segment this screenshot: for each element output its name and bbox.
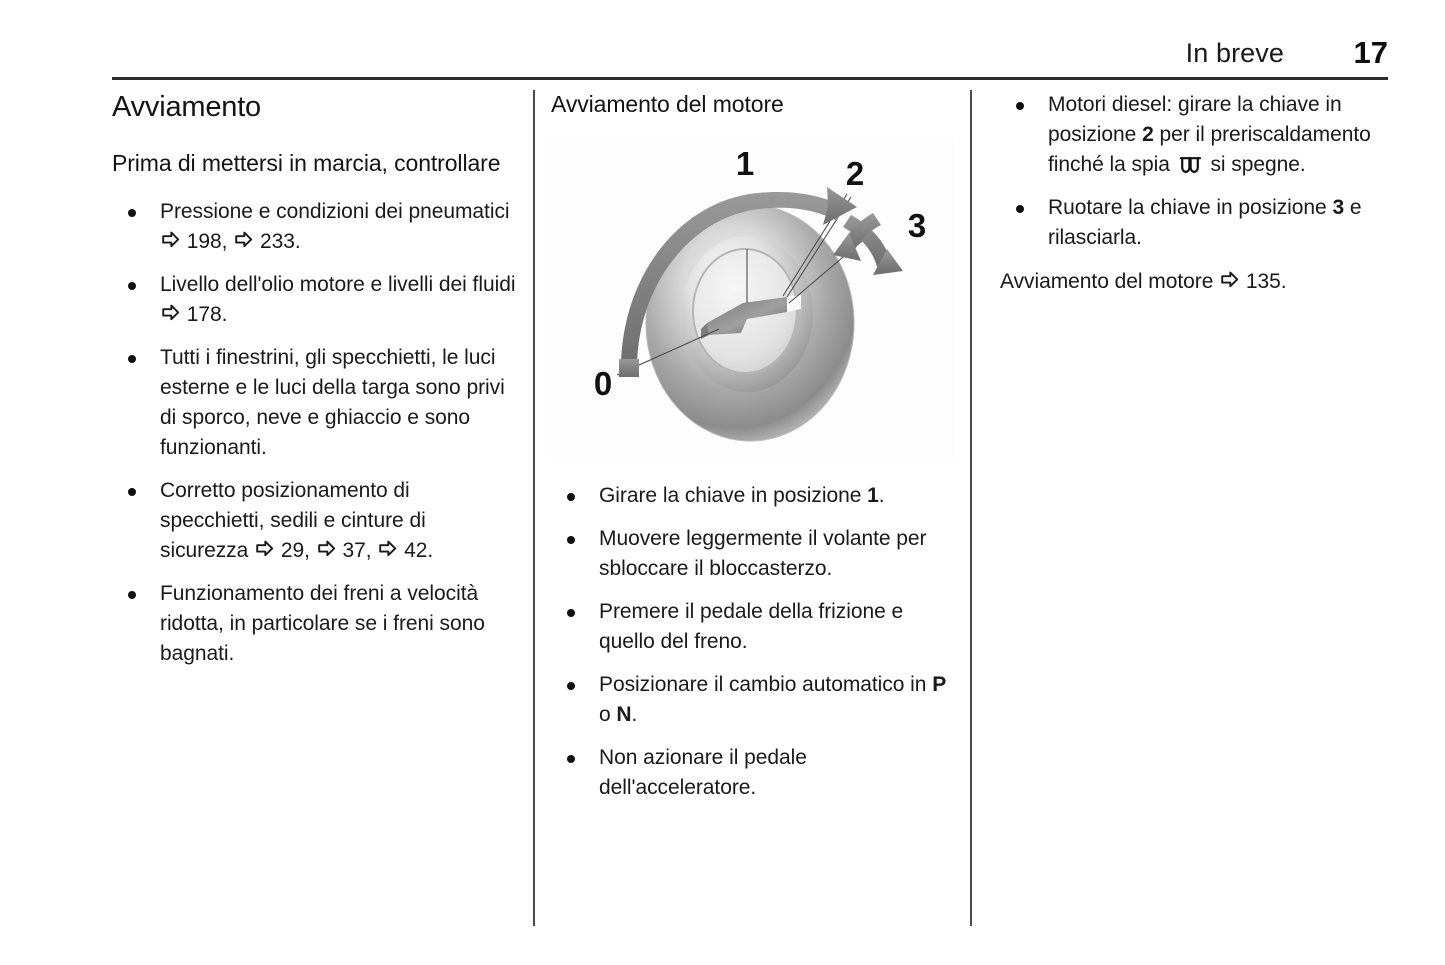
bullet-dot-icon: [1016, 102, 1024, 110]
reference-arrow-icon: [234, 230, 253, 249]
list-item: [551, 743, 955, 803]
page-number: 17: [1353, 35, 1388, 70]
bullet-dot-icon: [567, 609, 575, 617]
list-item-text: Posizionare il cambio automatico in P o N.: [599, 673, 947, 726]
reference-arrow-icon: [255, 539, 274, 558]
ignition-lock-positions-illustration: [551, 137, 955, 459]
list-item: [112, 476, 516, 566]
list-item: [551, 524, 955, 584]
svg-text:0: 0: [593, 365, 613, 402]
section-title-avviamento: Avviamento: [112, 91, 261, 123]
list-item-text: Pressione e condizioni dei pneumatici 198, 233.: [160, 200, 510, 253]
emphasised-value: 3: [1332, 196, 1345, 219]
list-item-text: Corretto posizionamento di specchietti, sedili e cinture di sicurezza 29, 37, 42.: [160, 479, 434, 562]
cross-reference-avviamento-del-motore: Avviamento del motore 135.: [1000, 270, 1287, 293]
list-item: [551, 481, 955, 511]
column-1: [112, 90, 516, 669]
list-item-text: Ruotare la chiave in posizione 3 e rilasciarla.: [1048, 196, 1362, 249]
list-item-text: Funzionamento dei freni a velocità ridotta, in particolare se i freni sono bagnati.: [160, 582, 485, 665]
column-divider-2: [970, 90, 972, 926]
emphasised-value: N: [616, 703, 632, 726]
reference-arrow-icon: [161, 303, 180, 322]
reference-arrow-icon: [1220, 270, 1239, 289]
list-item-text: Non azionare il pedale dell'acceleratore.: [599, 746, 807, 799]
list-item-text: Premere il pedale della frizione e quello del freno.: [599, 600, 904, 653]
engine-start-steps: [551, 481, 955, 803]
reference-arrow-icon: [378, 539, 397, 558]
page-title: In breve: [1185, 38, 1284, 68]
bullet-dot-icon: [1016, 205, 1024, 213]
bullet-dot-icon: [567, 755, 575, 763]
list-item: [112, 343, 516, 463]
bullet-dot-icon: [567, 493, 575, 501]
reference-arrow-icon: [317, 539, 336, 558]
list-item-text: Livello dell'olio motore e livelli dei fluidi 178.: [160, 273, 516, 326]
header-divider-rule: [112, 77, 1388, 80]
list-item: [551, 597, 955, 657]
list-item-text: Motori diesel: girare la chiave in posizione 2 per il preriscaldamento finché la spia si spegne.: [1048, 93, 1371, 176]
bullet-dot-icon: [128, 591, 136, 599]
page-header: [112, 35, 1388, 80]
list-item: [112, 579, 516, 669]
emphasised-value: 2: [1142, 123, 1154, 146]
bullet-dot-icon: [567, 682, 575, 690]
bullet-dot-icon: [128, 355, 136, 363]
checklist-before-driving: [112, 197, 516, 669]
reference-arrow-icon: [161, 230, 180, 249]
column-divider-1: [533, 90, 535, 926]
list-item: [1000, 90, 1390, 180]
subsection-title-avviamento-del-motore: Avviamento del motore: [551, 91, 784, 117]
bullet-dot-icon: [128, 488, 136, 496]
bullet-dot-icon: [128, 209, 136, 217]
glow-plug-preheat-icon: [1178, 155, 1203, 175]
emphasised-value: P: [932, 673, 947, 696]
list-item: [112, 197, 516, 257]
content-columns: [0, 90, 1445, 930]
list-item-text: Girare la chiave in posizione 1.: [599, 484, 885, 507]
svg-text:1: 1: [735, 145, 755, 182]
column-2: [551, 90, 955, 803]
list-item: [551, 670, 955, 730]
emphasised-value: 1: [867, 484, 879, 507]
engine-start-steps-continued: [1000, 90, 1390, 253]
bullet-dot-icon: [567, 536, 575, 544]
column-3: [1000, 90, 1390, 297]
subsection-title-prima-di-mettersi-in-marcia: Prima di mettersi in marcia, controllare: [112, 150, 501, 176]
list-item: [1000, 193, 1390, 253]
list-item-text: Tutti i finestrini, gli specchietti, le luci esterne e le luci della targa sono privi di sporco, neve e ghiaccio e sono funzionanti.: [160, 346, 505, 459]
list-item-text: Muovere leggermente il volante per sbloccare il bloccasterzo.: [599, 527, 927, 580]
svg-text:3: 3: [907, 207, 927, 244]
list-item: [112, 270, 516, 330]
bullet-dot-icon: [128, 282, 136, 290]
svg-text:2: 2: [845, 155, 865, 192]
